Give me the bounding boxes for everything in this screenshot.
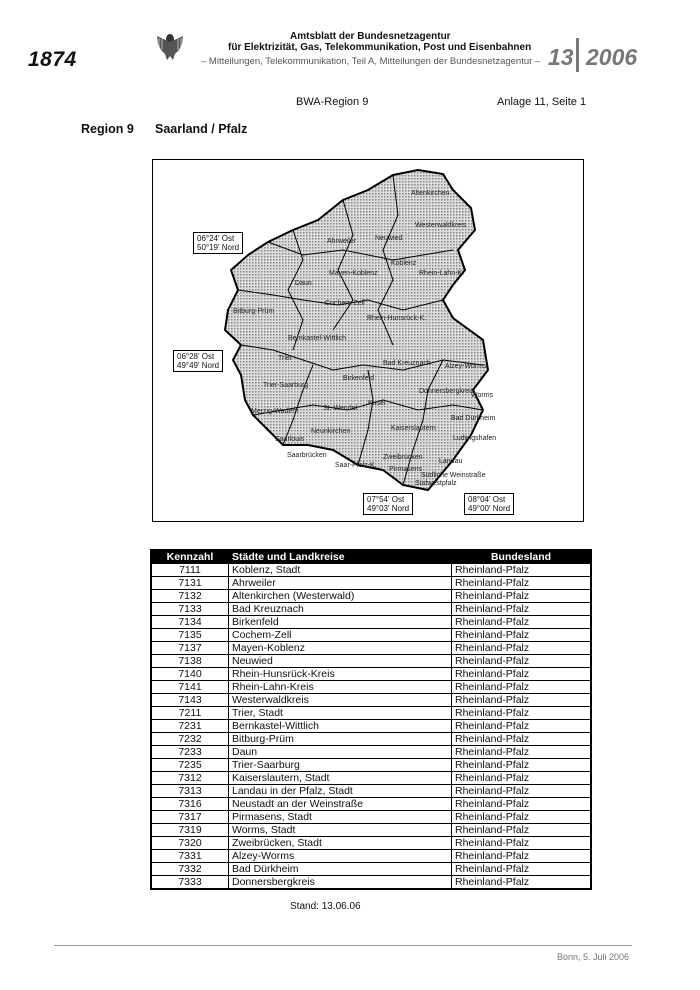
map-label: Bad Kreuznach (383, 360, 431, 367)
cell-kennzahl: 7320 (151, 837, 229, 850)
region-name: Saarland / Pfalz (155, 122, 248, 136)
table-header-row (151, 550, 591, 564)
map-label: Saarlouis (275, 436, 305, 443)
cell-bundesland: Rheinland-Pfalz (452, 785, 592, 798)
cell-kennzahl: 7211 (151, 707, 229, 720)
cell-kennzahl: 7141 (151, 681, 229, 694)
cell-bundesland: Rheinland-Pfalz (452, 603, 592, 616)
cell-bundesland: Rheinland-Pfalz (452, 668, 592, 681)
table-row (151, 746, 591, 759)
cell-name: Bad Dürkheim (229, 863, 452, 876)
coord-lon: 07°54' Ost (367, 495, 405, 504)
coord-lon: 08°04' Ost (468, 495, 506, 504)
cell-name: Zweibrücken, Stadt (229, 837, 452, 850)
map-label: Kusel (368, 400, 386, 407)
map-label: Rhein-Lahn-K. (419, 270, 465, 277)
map-label: Worms (471, 392, 494, 399)
coord-lat: 49°00' Nord (468, 504, 511, 513)
map-label: Neunkirchen (311, 428, 351, 435)
district-table (150, 549, 592, 890)
cell-name: Bernkastel-Wittlich (229, 720, 452, 733)
cell-kennzahl: 7134 (151, 616, 229, 629)
region-map (152, 159, 584, 522)
map-label: Neuwied (375, 235, 403, 242)
table-row (151, 850, 591, 863)
cell-name: Neuwied (229, 655, 452, 668)
table-row (151, 603, 591, 616)
map-label: St. Wendel (323, 405, 358, 412)
table-row (151, 759, 591, 772)
map-label: Bitburg-Prüm (233, 308, 275, 315)
cell-kennzahl: 7317 (151, 811, 229, 824)
table-row (151, 616, 591, 629)
issue-divider (576, 38, 579, 72)
cell-name: Rhein-Lahn-Kreis (229, 681, 452, 694)
cell-bundesland: Rheinland-Pfalz (452, 733, 592, 746)
cell-name: Westerwaldkreis (229, 694, 452, 707)
cell-name: Worms, Stadt (229, 824, 452, 837)
cell-kennzahl: 7333 (151, 876, 229, 890)
map-label: Westerwaldkreis (415, 222, 467, 229)
cell-kennzahl: 7137 (151, 642, 229, 655)
cell-name: Kaiserslautern, Stadt (229, 772, 452, 785)
footer-divider (54, 945, 632, 946)
cell-kennzahl: 7231 (151, 720, 229, 733)
anlage-label: Anlage 11, Seite 1 (497, 96, 587, 108)
cell-name: Bad Kreuznach (229, 603, 452, 616)
cell-bundesland: Rheinland-Pfalz (452, 811, 592, 824)
cell-name: Koblenz, Stadt (229, 564, 452, 577)
cell-bundesland: Rheinland-Pfalz (452, 681, 592, 694)
cell-name: Alzey-Worms (229, 850, 452, 863)
header-title-line2: für Elektrizität, Gas, Telekommunikation, Post und Eisenbahnen (228, 42, 532, 53)
table-row (151, 681, 591, 694)
stand-date: Stand: 13.06.06 (290, 901, 361, 912)
map-label: Zweibrücken (383, 454, 423, 461)
cell-bundesland: Rheinland-Pfalz (452, 850, 592, 863)
cell-name: Birkenfeld (229, 616, 452, 629)
cell-kennzahl: 7233 (151, 746, 229, 759)
cell-name: Mayen-Koblenz (229, 642, 452, 655)
cell-kennzahl: 7138 (151, 655, 229, 668)
footer-text: Bonn, 5. Juli 2006 (557, 952, 630, 962)
map-label: Saarbrücken (287, 452, 327, 459)
map-label: Saar-Pfalz-K. (335, 462, 377, 469)
map-label: Merzig-Wadern (251, 408, 299, 415)
cell-name: Cochem-Zell (229, 629, 452, 642)
map-label: Altenkirchen (411, 190, 450, 197)
coord-box-w (173, 350, 223, 372)
page-number: 1874 (28, 48, 77, 71)
cell-bundesland: Rheinland-Pfalz (452, 720, 592, 733)
cell-kennzahl: 7313 (151, 785, 229, 798)
cell-kennzahl: 7131 (151, 577, 229, 590)
map-label: Rhein-Hunsrück-K. (367, 315, 427, 322)
column-header-staedte: Städte und Landkreise (229, 550, 452, 564)
cell-bundesland: Rheinland-Pfalz (452, 564, 592, 577)
cell-name: Pirmasens, Stadt (229, 811, 452, 824)
table-row (151, 577, 591, 590)
table-row (151, 668, 591, 681)
column-header-kennzahl: Kennzahl (151, 550, 229, 564)
map-label: Bernkastel-Wittlich (288, 335, 346, 342)
coord-lat: 50°19' Nord (197, 243, 240, 252)
cell-kennzahl: 7312 (151, 772, 229, 785)
cell-name: Neustadt an der Weinstraße (229, 798, 452, 811)
map-label: Trier (278, 355, 293, 362)
table-row (151, 629, 591, 642)
map-label: Kaiserslautern (391, 425, 436, 432)
cell-kennzahl: 7140 (151, 668, 229, 681)
coord-box-se (464, 493, 514, 515)
table-row (151, 772, 591, 785)
issue-number: 13 (548, 44, 574, 70)
cell-bundesland: Rheinland-Pfalz (452, 759, 592, 772)
table-row (151, 733, 591, 746)
coord-lat: 49°49' Nord (177, 361, 220, 370)
cell-kennzahl: 7331 (151, 850, 229, 863)
table-row (151, 811, 591, 824)
cell-kennzahl: 7316 (151, 798, 229, 811)
federal-eagle-icon (155, 30, 185, 64)
cell-bundesland: Rheinland-Pfalz (452, 837, 592, 850)
cell-bundesland: Rheinland-Pfalz (452, 863, 592, 876)
table-row (151, 876, 591, 890)
table-row (151, 564, 591, 577)
cell-bundesland: Rheinland-Pfalz (452, 772, 592, 785)
cell-kennzahl: 7132 (151, 590, 229, 603)
coord-lat: 49°03' Nord (367, 504, 410, 513)
map-label: Alzey-Worms (445, 363, 487, 370)
cell-kennzahl: 7232 (151, 733, 229, 746)
cell-bundesland: Rheinland-Pfalz (452, 824, 592, 837)
cell-kennzahl: 7332 (151, 863, 229, 876)
map-label: Landau (439, 458, 463, 465)
table-row (151, 694, 591, 707)
map-label: Donnersbergkreis (419, 388, 475, 395)
cell-bundesland: Rheinland-Pfalz (452, 590, 592, 603)
cell-bundesland: Rheinland-Pfalz (452, 876, 592, 890)
cell-kennzahl: 7143 (151, 694, 229, 707)
map-label: Birkenfeld (343, 375, 375, 382)
header-subtitle: – Mitteilungen, Telekommunikation, Teil A, Mitteilungen der Bundesnetzagentur – (201, 56, 541, 67)
table-row (151, 590, 591, 603)
map-label: Pirmasens (389, 466, 423, 473)
coord-box-nw (193, 232, 243, 254)
cell-kennzahl: 7319 (151, 824, 229, 837)
coord-lon: 06°28' Ost (177, 352, 215, 361)
cell-name: Trier, Stadt (229, 707, 452, 720)
cell-bundesland: Rheinland-Pfalz (452, 629, 592, 642)
map-label: Bad Dürkheim (451, 415, 496, 422)
cell-name: Ahrweiler (229, 577, 452, 590)
cell-name: Altenkirchen (Westerwald) (229, 590, 452, 603)
cell-kennzahl: 7135 (151, 629, 229, 642)
cell-kennzahl: 7111 (151, 564, 229, 577)
coord-box-s (363, 493, 413, 515)
table-row (151, 837, 591, 850)
table-row (151, 655, 591, 668)
cell-bundesland: Rheinland-Pfalz (452, 577, 592, 590)
table-row (151, 863, 591, 876)
map-label: Südliche Weinstraße (421, 472, 486, 479)
cell-kennzahl: 7133 (151, 603, 229, 616)
table-row (151, 785, 591, 798)
cell-bundesland: Rheinland-Pfalz (452, 655, 592, 668)
cell-bundesland: Rheinland-Pfalz (452, 707, 592, 720)
cell-bundesland: Rheinland-Pfalz (452, 694, 592, 707)
cell-name: Bitburg-Prüm (229, 733, 452, 746)
cell-name: Rhein-Hunsrück-Kreis (229, 668, 452, 681)
table-row (151, 642, 591, 655)
cell-name: Donnersbergkreis (229, 876, 452, 890)
region-label: Region 9 (81, 122, 134, 136)
table-row (151, 720, 591, 733)
cell-kennzahl: 7235 (151, 759, 229, 772)
table-body (151, 564, 591, 890)
column-header-bundesland: Bundesland (452, 550, 592, 564)
map-label: Trier-Saarburg (263, 382, 309, 389)
map-label: Mayen-Koblenz (329, 270, 378, 277)
coord-lon: 06°24' Ost (197, 234, 235, 243)
map-label: Ahrweiler (327, 238, 357, 245)
cell-bundesland: Rheinland-Pfalz (452, 798, 592, 811)
map-label: Ludwigshafen (453, 435, 497, 442)
bwa-region-label: BWA-Region 9 (296, 96, 369, 108)
cell-bundesland: Rheinland-Pfalz (452, 642, 592, 655)
cell-name: Trier-Saarburg (229, 759, 452, 772)
cell-bundesland: Rheinland-Pfalz (452, 746, 592, 759)
cell-name: Daun (229, 746, 452, 759)
table-row (151, 824, 591, 837)
table-row (151, 798, 591, 811)
issue-year: 2006 (586, 44, 638, 70)
map-label: Südwestpfalz (415, 480, 457, 487)
map-label: Cochem-Zell (325, 300, 365, 307)
cell-bundesland: Rheinland-Pfalz (452, 616, 592, 629)
table-row (151, 707, 591, 720)
map-label: Koblenz (391, 260, 417, 267)
cell-name: Landau in der Pfalz, Stadt (229, 785, 452, 798)
header-title-line1: Amtsblatt der Bundesnetzagentur (290, 31, 451, 42)
map-label: Daun (295, 280, 312, 287)
